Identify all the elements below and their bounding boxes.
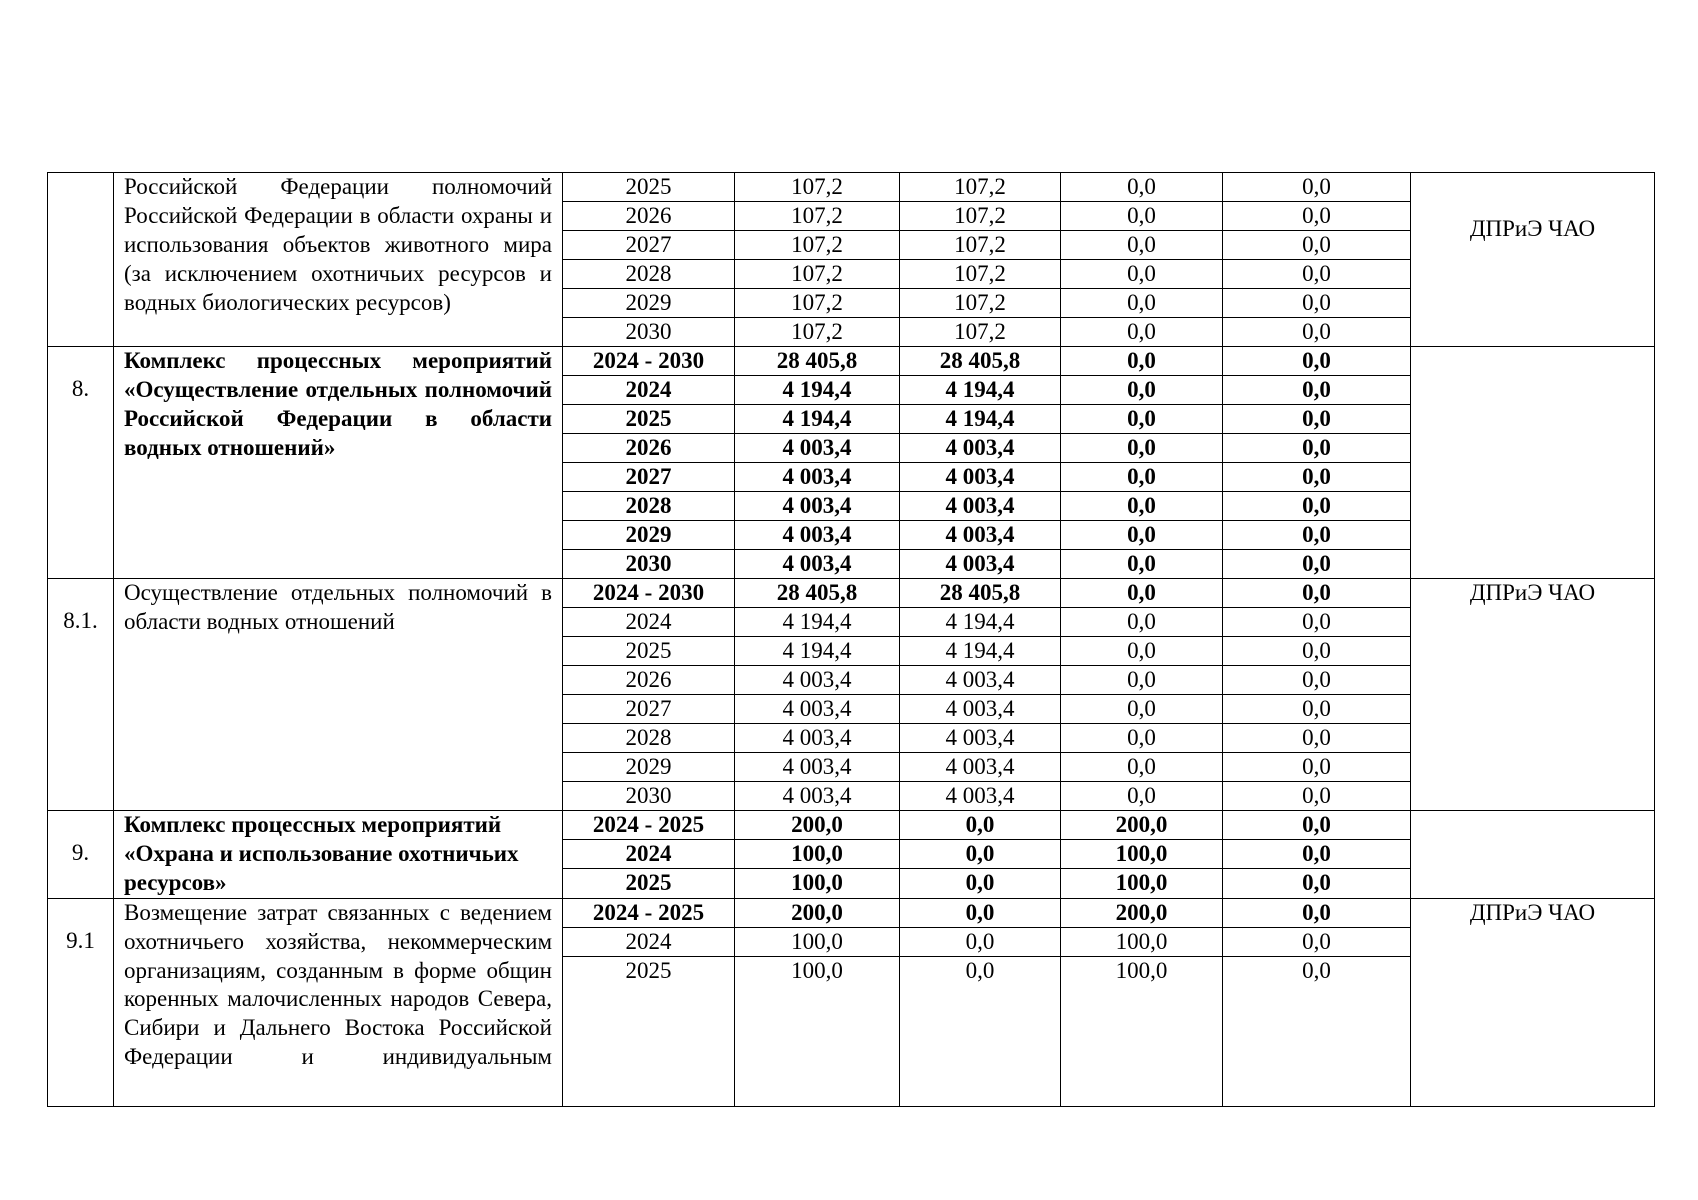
value-cell: 107,2 [900, 289, 1061, 318]
value-cell: 107,2 [900, 173, 1061, 202]
value-cell: 0,0 [1223, 695, 1411, 724]
period-cell: 2024 [563, 376, 735, 405]
period-cell: 2030 [563, 782, 735, 811]
value-cell: 0,0 [1061, 405, 1223, 434]
value-cell: 0,0 [900, 811, 1061, 840]
value-cell: 0,0 [1061, 173, 1223, 202]
table-row [48, 579, 1655, 608]
value-cell: 200,0 [735, 898, 900, 927]
value-cell: 100,0 [1061, 869, 1223, 898]
value-cell: 0,0 [1061, 231, 1223, 260]
value-cell: 107,2 [735, 173, 900, 202]
value-cell: 0,0 [1223, 463, 1411, 492]
period-cell: 2026 [563, 202, 735, 231]
period-cell: 2029 [563, 289, 735, 318]
empty-cell [563, 985, 735, 1107]
value-cell: 107,2 [735, 231, 900, 260]
value-cell: 0,0 [1223, 173, 1411, 202]
value-cell: 0,0 [1223, 521, 1411, 550]
period-cell: 2027 [563, 231, 735, 260]
value-cell: 4 003,4 [735, 521, 900, 550]
value-cell: 0,0 [1061, 724, 1223, 753]
period-cell: 2028 [563, 724, 735, 753]
table-row [48, 898, 1655, 927]
value-cell: 107,2 [735, 289, 900, 318]
value-cell: 4 003,4 [735, 492, 900, 521]
value-cell: 107,2 [735, 202, 900, 231]
value-cell: 107,2 [735, 318, 900, 347]
value-cell: 100,0 [735, 927, 900, 956]
value-cell: 4 003,4 [735, 666, 900, 695]
period-cell: 2025 [563, 173, 735, 202]
value-cell: 4 003,4 [735, 463, 900, 492]
value-cell: 0,0 [1061, 782, 1223, 811]
value-cell: 0,0 [1061, 695, 1223, 724]
value-cell: 0,0 [900, 898, 1061, 927]
period-cell: 2027 [563, 695, 735, 724]
value-cell: 107,2 [735, 260, 900, 289]
period-cell: 2029 [563, 753, 735, 782]
period-cell: 2027 [563, 463, 735, 492]
value-cell: 0,0 [1061, 637, 1223, 666]
value-cell: 0,0 [900, 956, 1061, 985]
value-cell: 4 194,4 [900, 637, 1061, 666]
period-cell: 2024 - 2030 [563, 579, 735, 608]
value-cell: 0,0 [1223, 289, 1411, 318]
value-cell: 0,0 [1223, 811, 1411, 840]
value-cell: 0,0 [1061, 347, 1223, 376]
value-cell: 4 003,4 [735, 753, 900, 782]
value-cell: 0,0 [1061, 579, 1223, 608]
value-cell: 4 003,4 [735, 724, 900, 753]
executor-cell [1411, 173, 1655, 347]
value-cell: 0,0 [1223, 318, 1411, 347]
value-cell: 107,2 [900, 202, 1061, 231]
value-cell: 28 405,8 [735, 347, 900, 376]
value-cell: 4 194,4 [735, 405, 900, 434]
value-cell: 0,0 [1061, 376, 1223, 405]
value-cell: 100,0 [735, 956, 900, 985]
table-row [48, 347, 1655, 376]
value-cell: 0,0 [1223, 898, 1411, 927]
value-cell: 4 194,4 [900, 405, 1061, 434]
value-cell: 0,0 [1223, 782, 1411, 811]
budget-table [47, 172, 1655, 1107]
value-cell: 4 003,4 [900, 782, 1061, 811]
row-index [48, 173, 114, 347]
value-cell: 0,0 [1223, 956, 1411, 985]
value-cell: 4 194,4 [735, 608, 900, 637]
value-cell: 4 003,4 [735, 782, 900, 811]
value-cell: 28 405,8 [735, 579, 900, 608]
value-cell: 107,2 [900, 318, 1061, 347]
value-cell: 4 194,4 [735, 637, 900, 666]
value-cell: 0,0 [1061, 550, 1223, 579]
value-cell: 200,0 [735, 811, 900, 840]
table-row [48, 173, 1655, 202]
value-cell: 0,0 [1223, 666, 1411, 695]
value-cell: 200,0 [1061, 898, 1223, 927]
period-cell: 2030 [563, 550, 735, 579]
row-index: 8. [48, 347, 114, 579]
value-cell: 4 003,4 [900, 695, 1061, 724]
value-cell: 0,0 [1061, 753, 1223, 782]
period-cell: 2025 [563, 405, 735, 434]
empty-cell [1061, 985, 1223, 1107]
activity-name: Российской Федерации полномочий Российской Федерации в области охраны и использования объектов животного мира (за исключением охотничьих ресурсов и водных биологических ресурсов) [114, 173, 563, 347]
value-cell: 0,0 [1223, 550, 1411, 579]
value-cell: 0,0 [1061, 289, 1223, 318]
value-cell: 107,2 [900, 260, 1061, 289]
value-cell: 0,0 [1223, 376, 1411, 405]
executor-label: ДПРиЭ ЧАО [1469, 216, 1596, 241]
value-cell: 0,0 [1061, 608, 1223, 637]
value-cell: 0,0 [1223, 724, 1411, 753]
empty-cell [1223, 985, 1411, 1107]
value-cell: 100,0 [1061, 840, 1223, 869]
period-cell: 2024 [563, 840, 735, 869]
value-cell: 0,0 [1223, 202, 1411, 231]
value-cell: 0,0 [1061, 318, 1223, 347]
value-cell: 0,0 [1223, 753, 1411, 782]
value-cell: 0,0 [1223, 405, 1411, 434]
value-cell: 100,0 [735, 869, 900, 898]
value-cell: 0,0 [1061, 434, 1223, 463]
value-cell: 0,0 [1061, 202, 1223, 231]
value-cell: 0,0 [1061, 463, 1223, 492]
executor-cell: ДПРиЭ ЧАО [1411, 579, 1655, 811]
value-cell: 0,0 [1061, 260, 1223, 289]
value-cell: 0,0 [1223, 579, 1411, 608]
value-cell: 0,0 [900, 840, 1061, 869]
value-cell: 28 405,8 [900, 579, 1061, 608]
value-cell: 4 194,4 [900, 376, 1061, 405]
value-cell: 0,0 [1061, 666, 1223, 695]
empty-cell [735, 985, 900, 1107]
table-row [48, 811, 1655, 840]
executor-cell: ДПРиЭ ЧАО [1411, 898, 1655, 1107]
value-cell: 0,0 [1223, 840, 1411, 869]
empty-cell [900, 985, 1061, 1107]
value-cell: 4 003,4 [735, 550, 900, 579]
value-cell: 4 003,4 [900, 463, 1061, 492]
value-cell: 100,0 [1061, 927, 1223, 956]
value-cell: 4 003,4 [900, 521, 1061, 550]
period-cell: 2025 [563, 637, 735, 666]
value-cell: 4 003,4 [900, 434, 1061, 463]
activity-name: Возмещение затрат связанных с ведением охотничьего хозяйства, некоммерческим организациям, созданным в форме общин коренных малочисленных народов Севера, Сибири и Дальнего Востока Российской Федерации и индивидуальным [114, 898, 563, 1107]
period-cell: 2026 [563, 434, 735, 463]
executor-cell [1411, 347, 1655, 579]
activity-name: Комплекс процессных мероприятий «Охрана и использование охотничьих ресурсов» [114, 811, 563, 899]
period-cell: 2024 - 2030 [563, 347, 735, 376]
period-cell: 2029 [563, 521, 735, 550]
value-cell: 0,0 [1223, 434, 1411, 463]
value-cell: 0,0 [1223, 347, 1411, 376]
value-cell: 0,0 [1223, 927, 1411, 956]
period-cell: 2024 - 2025 [563, 811, 735, 840]
row-index: 9. [48, 811, 114, 899]
period-cell: 2028 [563, 492, 735, 521]
period-cell: 2024 [563, 608, 735, 637]
value-cell: 0,0 [1223, 231, 1411, 260]
value-cell: 107,2 [900, 231, 1061, 260]
value-cell: 200,0 [1061, 811, 1223, 840]
executor-cell [1411, 811, 1655, 899]
value-cell: 0,0 [1223, 608, 1411, 637]
value-cell: 100,0 [1061, 956, 1223, 985]
value-cell: 4 194,4 [900, 608, 1061, 637]
value-cell: 0,0 [1061, 492, 1223, 521]
value-cell: 28 405,8 [900, 347, 1061, 376]
period-cell: 2030 [563, 318, 735, 347]
activity-name: Осуществление отдельных полномочий в области водных отношений [114, 579, 563, 811]
row-index: 8.1. [48, 579, 114, 811]
value-cell: 4 003,4 [900, 550, 1061, 579]
period-cell: 2024 - 2025 [563, 898, 735, 927]
period-cell: 2025 [563, 956, 735, 985]
value-cell: 4 194,4 [735, 376, 900, 405]
row-index [48, 898, 114, 1107]
value-cell: 0,0 [1223, 637, 1411, 666]
value-cell: 0,0 [1061, 521, 1223, 550]
value-cell: 4 003,4 [900, 753, 1061, 782]
period-cell: 2024 [563, 927, 735, 956]
value-cell: 4 003,4 [735, 434, 900, 463]
activity-name: Комплекс процессных мероприятий «Осуществление отдельных полномочий Российской Федерации в области водных отношений» [114, 347, 563, 579]
value-cell: 0,0 [1223, 869, 1411, 898]
value-cell: 0,0 [1223, 260, 1411, 289]
row-index-label: 9.1 [66, 927, 95, 953]
value-cell: 100,0 [735, 840, 900, 869]
value-cell: 0,0 [900, 927, 1061, 956]
value-cell: 0,0 [900, 869, 1061, 898]
value-cell: 4 003,4 [900, 492, 1061, 521]
period-cell: 2028 [563, 260, 735, 289]
value-cell: 4 003,4 [900, 724, 1061, 753]
value-cell: 4 003,4 [900, 666, 1061, 695]
period-cell: 2026 [563, 666, 735, 695]
period-cell: 2025 [563, 869, 735, 898]
value-cell: 4 003,4 [735, 695, 900, 724]
value-cell: 0,0 [1223, 492, 1411, 521]
